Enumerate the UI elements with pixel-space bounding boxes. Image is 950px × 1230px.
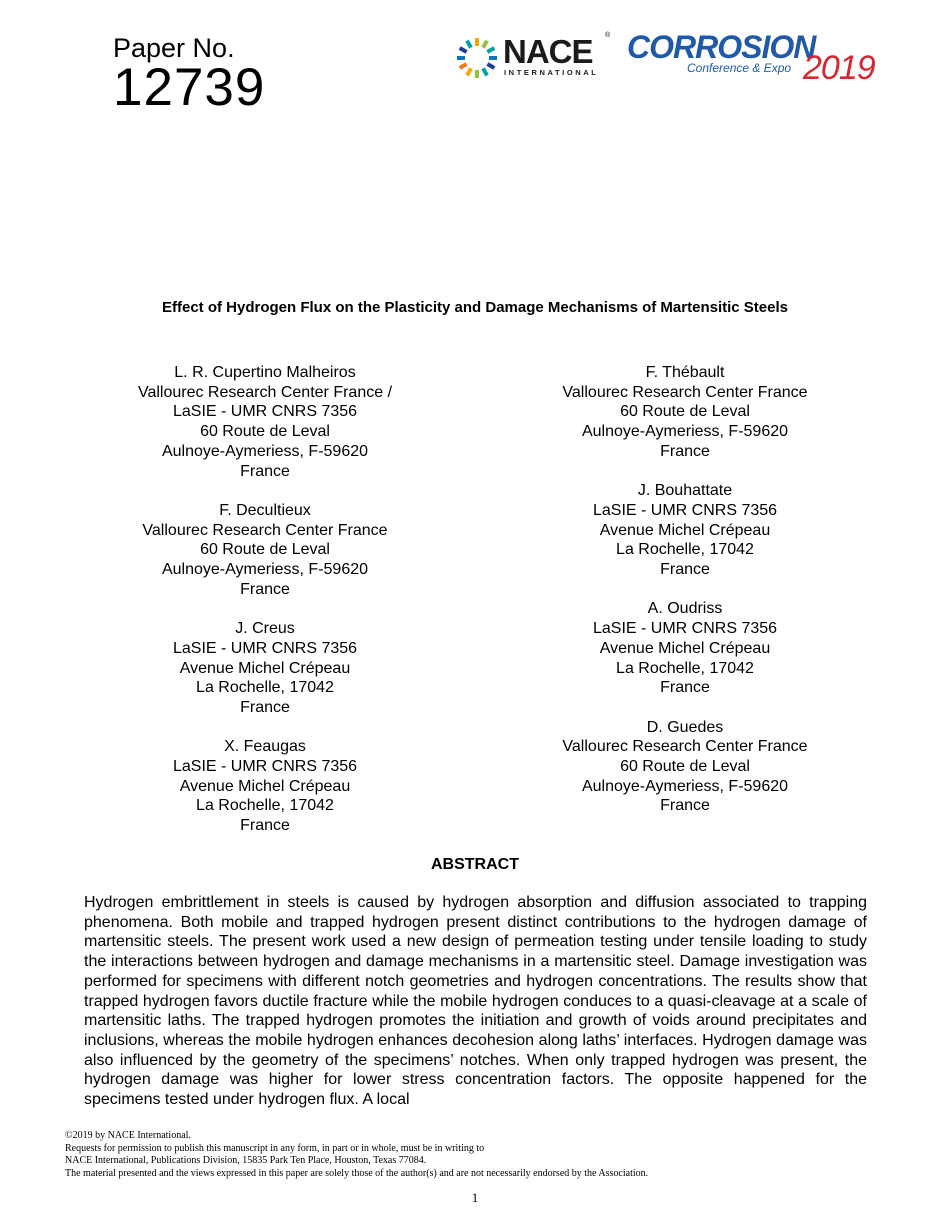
nace-logo-registered: ® <box>605 32 611 39</box>
author-affiliation-line: Avenue Michel Crépeau <box>179 777 351 795</box>
footer-line: NACE International, Publications Division, 15835 Park Ten Place, Houston, Texas 77084. <box>65 1155 427 1167</box>
author-affiliation-line: Vallourec Research Center France / <box>137 383 393 401</box>
author-affiliation-line: La Rochelle, 17042 <box>616 659 754 677</box>
authors-left-column <box>105 363 425 856</box>
author-block <box>525 718 845 817</box>
author-affiliation-line: 60 Route de Leval <box>620 403 750 421</box>
author-affiliation-line: Aulnoye-Aymeriess, F-59620 <box>161 442 369 460</box>
author-name: L. R. Cupertino Malheiros <box>174 364 356 381</box>
nace-sunburst-icon <box>455 36 499 80</box>
corrosion-logo-word: CORROSION <box>627 29 816 65</box>
author-name: A. Oudriss <box>647 600 723 618</box>
author-affiliation-line: 60 Route de Leval <box>200 541 330 559</box>
author-name: J. Creus <box>235 620 295 638</box>
author-affiliation-line: LaSIE - UMR CNRS 7356 <box>172 758 358 776</box>
author-block <box>525 363 845 462</box>
paper-label: Paper No. <box>113 33 235 63</box>
copyright-footer <box>65 1130 648 1180</box>
author-affiliation-line: Avenue Michel Crépeau <box>599 521 771 539</box>
nace-logo-word: NACE <box>503 33 593 70</box>
author-affiliation-line: LaSIE - UMR CNRS 7356 <box>592 501 778 519</box>
author-affiliation-line: Vallourec Research Center France <box>562 383 808 401</box>
author-affiliation-line: France <box>240 580 290 598</box>
author-affiliation-line: Aulnoye-Aymeriess, F-59620 <box>581 423 789 441</box>
abstract-text: Hydrogen embrittlement in steels is caused by hydrogen absorption and diffusion associated to trapping phenomena. Both mobile and trapped hydrogen present distinct contributions to the hydrogen damage of martensitic steels. The present work used a new design of permeation testing under tensile loading to study the interactions between hydrogen and damage mechanisms in a martensitic steel. Damage investigation was performed for specimens with different notch geometries and hydrogen concentrations. The results show that trapped hydrogen favors ductile fracture while the mobile hydrogen conduces to a quasi-cleavage at a scale of martensitic laths. The trapped hydrogen promotes the initiation and growth of voids around precipitates and inclusions, whereas the mobile hydrogen enhances decohesion along laths’ interfaces. Hydrogen damage was also influenced by the geometry of the specimens’ notches. When only trapped hydrogen was present, the hydrogen damage was higher for lower stress concentration factors. The opposite happened for the specimens tested under hydrogen flux. A local <box>84 894 867 1109</box>
author-affiliation-line: France <box>240 817 290 835</box>
author-block <box>525 481 845 580</box>
footer-line: ©2019 by NACE International. <box>65 1130 191 1141</box>
page-number: 1 <box>471 1190 479 1205</box>
author-name: D. Guedes <box>646 718 724 736</box>
author-block <box>105 363 425 481</box>
author-affiliation-line: France <box>240 462 290 480</box>
author-affiliation-line: La Rochelle, 17042 <box>196 797 334 815</box>
corrosion-logo-year: 2019 <box>803 49 875 87</box>
author-name: F. Decultieux <box>219 501 311 519</box>
footer-line: Requests for permission to publish this manuscript in any form, in part or in whole, must be in writing to <box>65 1142 485 1154</box>
paper-number: 12739 <box>113 58 266 117</box>
corrosion-logo <box>627 30 887 86</box>
paper-title: Effect of Hydrogen Flux on the Plasticity and Damage Mechanisms of Martensitic Steels <box>162 299 788 316</box>
paper-number-block <box>113 33 266 117</box>
author-block <box>105 501 425 600</box>
author-name: F. Thébault <box>645 364 725 381</box>
author-affiliation-line: LaSIE - UMR CNRS 7356 <box>592 620 778 638</box>
author-affiliation-line: Avenue Michel Crépeau <box>599 639 771 657</box>
footer-line: The material presented and the views expressed in this paper are solely those of the author(s) and are not necessarily endorsed by the Association. <box>65 1167 649 1179</box>
author-affiliation-line: France <box>660 679 710 697</box>
author-affiliation-line: La Rochelle, 17042 <box>616 541 754 559</box>
author-block <box>525 599 845 698</box>
author-name: J. Bouhattate <box>637 482 733 500</box>
nace-logo <box>455 34 615 80</box>
corrosion-logo-conference: Conference & Expo <box>687 61 792 75</box>
author-affiliation-line: LaSIE - UMR CNRS 7356 <box>172 639 358 657</box>
author-affiliation-line: 60 Route de Leval <box>620 758 750 776</box>
author-affiliation-line: Vallourec Research Center France <box>562 738 808 756</box>
authors-right-column <box>525 363 845 836</box>
author-affiliation-line: La Rochelle, 17042 <box>196 679 334 697</box>
nace-logo-sub: INTERNATIONAL <box>504 68 599 77</box>
author-affiliation-line: Avenue Michel Crépeau <box>179 659 351 677</box>
author-affiliation-line: Aulnoye-Aymeriess, F-59620 <box>581 777 789 795</box>
author-affiliation-line: France <box>240 698 290 716</box>
abstract-heading: ABSTRACT <box>431 856 519 873</box>
author-name: X. Feaugas <box>224 738 306 756</box>
author-block <box>105 737 425 836</box>
author-affiliation-line: France <box>660 561 710 579</box>
author-affiliation-line: France <box>660 442 710 460</box>
author-affiliation-line: LaSIE - UMR CNRS 7356 <box>172 403 358 421</box>
author-affiliation-line: 60 Route de Leval <box>200 423 330 441</box>
author-block <box>105 619 425 718</box>
author-affiliation-line: Aulnoye-Aymeriess, F-59620 <box>161 561 369 579</box>
author-affiliation-line: France <box>660 797 710 815</box>
author-affiliation-line: Vallourec Research Center France <box>142 521 388 539</box>
